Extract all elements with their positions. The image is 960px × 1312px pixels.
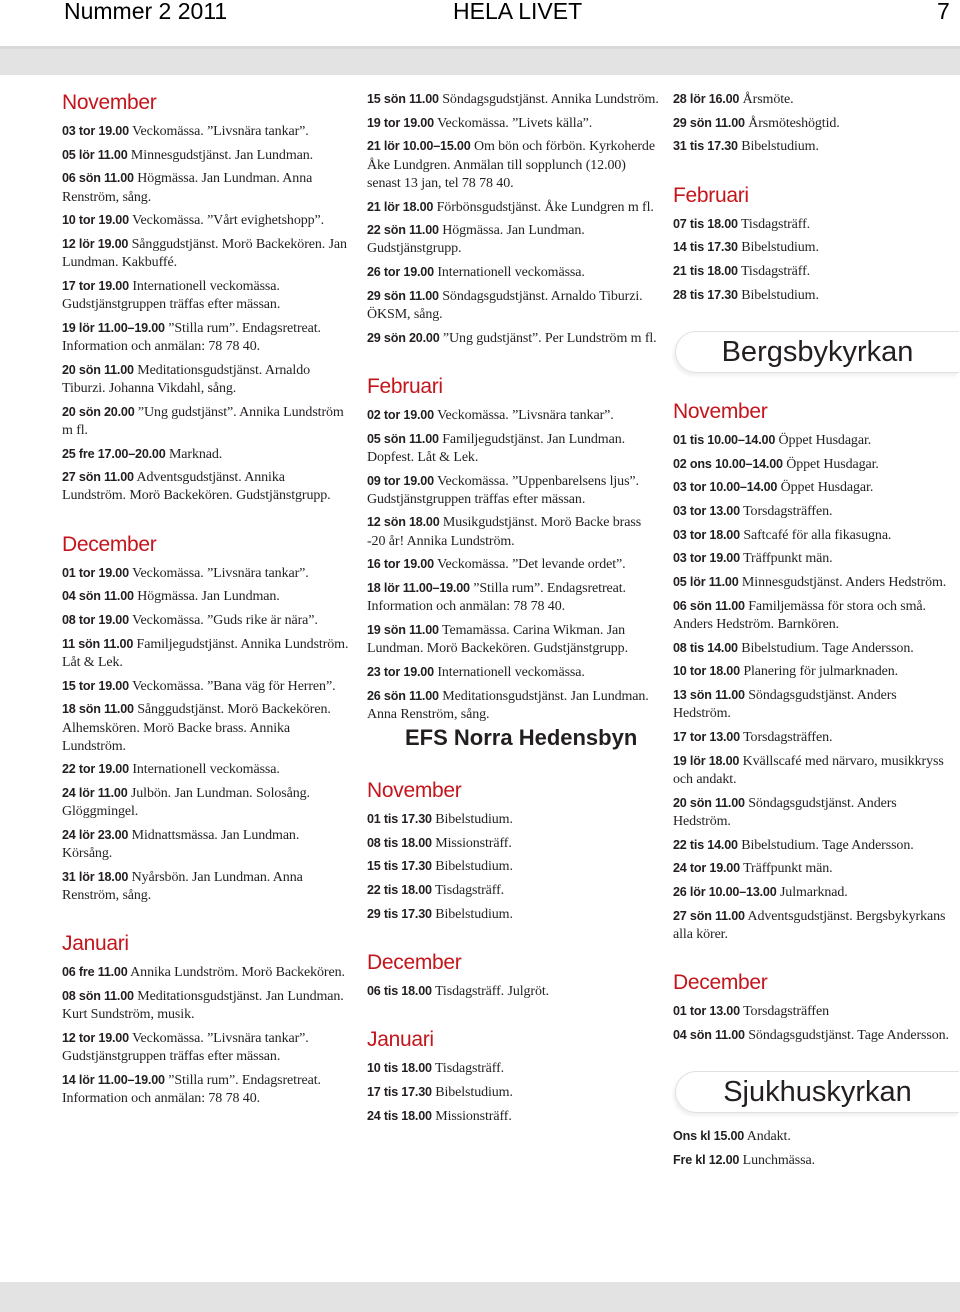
event-text: Bibelstudium. [737,139,819,155]
church-heading: EFS Norra Hedensbyn [405,724,638,750]
event-date: 08 tis 18.00 [367,835,432,850]
event-text: Veckomässa. ”Livets källa”. [433,115,593,131]
page-header [0,0,960,49]
event-entry [673,597,956,634]
event-text: Sånggudstjänst. Morö Backekören. Jan Lundman. Kakbuffé. [62,237,347,271]
event-date: 14 tis 17.30 [673,240,738,255]
event-date: 17 tis 17.30 [367,1084,432,1099]
event-text: Bibelstudium. [431,906,513,922]
header-band [0,49,960,75]
event-date: 18 lör 11.00–19.00 [367,581,470,596]
event-entry [367,114,662,133]
event-date: 29 tis 17.30 [367,906,432,921]
event-entry [367,663,662,682]
event-date: 17 tor 13.00 [673,730,740,745]
event-text: Internationell veckomässa. [433,265,585,281]
event-entry [367,982,662,1001]
event-text: Bibelstudium. [431,1084,513,1100]
event-text: Bibelstudium. [737,287,819,303]
event-text: Tisdagsträff. [737,264,811,280]
event-date: 21 tis 18.00 [673,264,738,279]
church-banner: Sjukhuskyrkan [675,1071,959,1113]
event-date: 13 sön 11.00 [673,688,745,703]
event-text: Veckomässa. ”Det levande ordet”. [433,557,626,573]
event-date: 22 tor 19.00 [62,762,129,777]
month-heading: Januari [367,1028,434,1052]
event-date: 24 tor 19.00 [673,861,740,876]
event-entry [62,635,350,672]
event-entry [367,687,662,724]
event-entry [367,513,662,550]
event-text: Nyårsbön. Jan Lundman. Anna Renström, sång. [62,870,303,904]
event-date: 21 lör 10.00–15.00 [367,139,471,154]
event-entry [62,784,350,821]
event-entry [367,905,662,924]
event-text: Öppet Husdagar. [782,456,879,472]
event-date: 28 lör 16.00 [673,92,740,106]
event-entry [62,826,350,863]
event-text: Söndagsgudstjänst. Annika Lundström. [438,92,659,107]
event-entry [62,468,350,505]
event-text: Adventsgudstjänst. Annika Lundström. Morö Backekören. Gudstjänstgrupp. [62,470,331,504]
event-date: Ons kl 15.00 [673,1129,745,1143]
page-number: 7 [937,0,950,24]
event-text: Träffpunkt män. [739,861,833,877]
event-text: Veckomässa. ”Guds rike är nära”. [128,613,318,629]
event-text: Tisdagsträff. [431,1061,505,1077]
event-text: Andakt. [744,1129,791,1144]
event-entry [673,549,956,568]
event-text: Bibelstudium. [431,811,513,827]
event-date: 01 tor 13.00 [673,1004,740,1019]
event-date: 04 sön 11.00 [62,589,134,604]
event-text: Familjegudstjänst. Jan Lundman. Dopfest. Låt & Lek. [367,431,625,465]
event-date: 19 lör 18.00 [673,753,740,768]
event-date: 12 tor 19.00 [62,1031,129,1046]
event-text: Söndagsgudstjänst. Anders Hedström. [673,688,897,722]
event-text: Veckomässa. ”Vårt evighetshopp”. [128,213,325,229]
event-date: 06 sön 11.00 [673,598,745,613]
event-date: 20 sön 11.00 [673,795,745,810]
event-date: 20 sön 11.00 [62,362,134,377]
event-entry [673,639,956,658]
event-date: 22 tis 14.00 [673,837,738,852]
column-middle [367,90,662,1126]
event-text: Högmässa. Jan Lundman. Gudstjänstgrupp. [367,223,585,257]
event-date: 01 tis 17.30 [367,811,432,826]
event-entry [367,472,662,509]
issue-number: Nummer 2 2011 [64,0,228,24]
event-text: Öppet Husdagar. [775,432,872,448]
event-entry [673,728,956,747]
event-text: Adventsgudstjänst. Bergsbykyrkans alla körer. [673,908,946,942]
event-text: Annika Lundström. Morö Backekören. [127,965,345,981]
event-text: ”Stilla rum”. Endagsretreat. Information och anmälan: 78 78 40. [62,1072,321,1107]
event-date: 06 tis 18.00 [367,984,432,998]
event-date: 25 fre 17.00–20.00 [62,446,166,461]
event-date: 03 tor 18.00 [673,527,740,542]
event-text: Saftcafé för alla fikasugna. [739,527,892,543]
event-text: Marknad. [165,446,223,462]
event-date: 26 lör 10.00–13.00 [673,884,777,899]
event-entry [367,834,662,853]
event-entry [62,403,350,440]
event-entry [673,262,956,281]
event-text: Bibelstudium. [431,859,513,875]
event-entry [62,564,350,583]
event-entry [367,579,662,616]
publication-title: HELA LIVET [453,0,583,24]
event-date: 18 sön 11.00 [62,702,134,717]
event-text: Tisdagsträff. [431,883,505,899]
event-entry [367,221,662,258]
event-date: 29 sön 11.00 [673,115,745,130]
event-date: 08 sön 11.00 [62,989,134,1004]
event-entry [62,963,350,982]
event-text: Tisdagsträff. Julgröt. [431,984,550,999]
event-text: ”Stilla rum”. Endagsretreat. Information och anmälan: 78 78 40. [367,581,626,615]
event-text: Bibelstudium. Tage Andersson. [737,640,914,656]
event-text: Lunchmässa. [739,1152,815,1168]
event-text: Missionsträff. [431,1108,512,1124]
event-date: 21 lör 18.00 [367,199,434,214]
event-text: Öppet Husdagar. [777,480,874,496]
month-heading: November [62,91,157,114]
event-entry [62,677,350,696]
event-date: 22 tis 18.00 [367,883,432,898]
church-banner: Bergsbykyrkan [675,331,959,373]
event-entry [673,573,956,592]
event-date: 20 sön 20.00 [62,404,135,419]
event-entry [673,836,956,855]
event-entry [367,810,662,829]
event-date: 15 sön 11.00 [367,92,439,106]
event-date: 06 sön 11.00 [62,171,134,186]
event-entry [673,859,956,878]
event-date: 29 sön 20.00 [367,330,440,345]
event-text: Förbönsgudstjänst. Åke Lundgren m fl. [433,199,654,215]
event-entry [367,406,662,425]
event-text: Planering för julmarknaden. [739,664,899,680]
event-entry [62,868,350,905]
footer-band [0,1282,960,1312]
event-text: Veckomässa. ”Livsnära tankar”. [433,407,614,423]
event-entry [673,1127,956,1146]
event-entry [673,114,956,133]
event-entry [673,137,956,156]
event-entry [62,1029,350,1066]
event-date: 14 lör 11.00–19.00 [62,1072,165,1087]
event-entry [367,430,662,467]
event-entry [673,1002,956,1021]
event-date: 06 fre 11.00 [62,965,128,980]
event-entry [367,857,662,876]
event-date: 11 sön 11.00 [62,636,134,651]
event-entry [673,455,956,474]
event-entry [673,883,956,902]
event-text: Bibelstudium. Tage Andersson. [737,837,914,853]
event-date: 03 tor 13.00 [673,504,740,519]
event-text: Bibelstudium. [737,240,819,256]
event-text: Meditationsgudstjänst. Jan Lundman. Kurt Sundström, musik. [62,989,344,1023]
event-date: 19 lör 11.00–19.00 [62,320,165,335]
event-date: 24 tis 18.00 [367,1108,432,1123]
event-entry [673,686,956,723]
event-text: Om bön och förbön. Kyrkoherde Åke Lundgren. Anmälan till sopplunch (12.00) senast 13 jan, tel 78 78 40. [367,139,655,191]
event-text: Tisdagsträff. [737,216,811,232]
event-text: Årsmöteshögtid. [744,115,840,131]
event-date: 24 lör 23.00 [62,828,129,843]
month-heading: December [367,951,462,974]
event-text: Högmässa. Jan Lundman. [133,589,280,605]
event-entry [367,287,662,324]
event-text: Söndagsgudstjänst. Anders Hedström. [673,795,897,829]
event-text: Internationell veckomässa. [128,762,280,778]
event-date: 15 tor 19.00 [62,678,129,693]
event-text: Minnesgudstjänst. Jan Lundman. [127,147,314,163]
event-date: 26 sön 11.00 [367,688,439,703]
event-entry [62,211,350,230]
event-date: 17 tor 19.00 [62,278,129,293]
event-date: 08 tis 14.00 [673,640,738,655]
event-date: 29 sön 11.00 [367,288,439,303]
event-entry [62,235,350,272]
column-left [62,90,350,1108]
event-date: 03 tor 19.00 [62,124,129,138]
event-text: Midnattsmässa. Jan Lundman. Körsång. [62,828,300,862]
event-entry [673,1026,956,1045]
column-right [673,90,956,1170]
event-date: 28 tis 17.30 [673,287,738,302]
event-text: Meditationsgudstjänst. Jan Lundman. Anna Renström, sång. [367,688,649,722]
event-text: Torsdagsträffen. [739,504,833,520]
event-text: Familjemässa för stora och små. Anders Hedström. Barnkören. [673,598,926,633]
event-entry [62,587,350,606]
event-entry [62,169,350,206]
event-entry [62,760,350,779]
event-date: 10 tor 19.00 [62,213,129,228]
event-entry [367,263,662,282]
event-entry [62,700,350,756]
event-entry [367,1107,662,1126]
event-text: Årsmöte. [739,92,794,107]
event-entry [367,90,662,109]
event-text: ”Ung gudstjänst”. Per Lundström m fl. [439,330,657,346]
event-text: Torsdagsträffen [739,1004,829,1020]
event-date: 07 tis 18.00 [673,216,738,231]
event-date: 12 sön 18.00 [367,515,440,530]
event-text: Veckomässa. ”Livsnära tankar”. Gudstjänstgruppen träffas efter mässan. [62,1031,309,1065]
event-date: 04 sön 11.00 [673,1027,745,1042]
event-date: 12 lör 19.00 [62,237,129,252]
month-heading: November [367,778,462,802]
event-entry [367,555,662,574]
event-entry [673,662,956,681]
event-date: 10 tor 18.00 [673,664,740,679]
event-date: 24 lör 11.00 [62,786,128,801]
event-text: Minnesgudstjänst. Anders Hedström. [738,575,947,591]
event-entry [673,907,956,944]
event-text: Familjegudstjänst. Annika Lundström. Låt & Lek. [62,636,349,670]
month-heading: December [673,971,768,995]
event-date: 02 ons 10.00–14.00 [673,456,783,471]
month-heading: November [673,399,768,423]
event-date: 03 tor 10.00–14.00 [673,480,778,495]
event-text: Veckomässa. ”Uppenbarelsens ljus”. Gudstjänstgruppen träffas efter mässan. [367,473,639,507]
event-entry [62,611,350,630]
event-entry [673,794,956,831]
event-entry [62,361,350,398]
event-text: Kvällscafé med närvaro, musikkryss och andakt. [673,753,944,787]
event-entry [367,137,662,193]
month-heading: Januari [62,932,129,956]
event-text: Musikgudstjänst. Morö Backe brass -20 år! Annika Lundström. [367,515,642,549]
event-date: 05 lör 11.00 [62,147,128,162]
event-date: 19 sön 11.00 [367,622,439,637]
month-heading: December [62,532,157,556]
event-entry [673,502,956,521]
event-text: Internationell veckomässa. Gudstjänstgruppen träffas efter mässan. [62,278,281,313]
event-entry [673,478,956,497]
event-date: 09 tor 19.00 [367,473,434,488]
event-entry [673,90,956,109]
event-date: 16 tor 19.00 [367,557,434,572]
month-heading: Februari [673,183,749,207]
event-entry [62,445,350,464]
event-date: 05 lör 11.00 [673,575,739,590]
event-date: 27 sön 11.00 [62,470,134,485]
event-date: 23 tor 19.00 [367,664,434,679]
event-text: Temamässa. Carina Wikman. Jan Lundman. Morö Backekören. Gudstjänstgrupp. [367,622,628,657]
event-text: Veckomässa. ”Bana väg för Herren”. [128,678,336,694]
event-entry [673,752,956,789]
event-date: 02 tor 19.00 [367,407,434,422]
event-text: Julmarknad. [776,884,848,900]
event-date: 26 tor 19.00 [367,265,434,280]
event-entry [673,1151,956,1170]
event-date: 22 sön 11.00 [367,223,439,238]
event-text: Meditationsgudstjänst. Arnaldo Tiburzi. Johanna Vikdahl, sång. [62,362,310,396]
event-entry [62,277,350,314]
event-text: Veckomässa. ”Livsnära tankar”. [128,565,309,581]
event-text: Söndagsgudstjänst. Tage Andersson. [744,1027,949,1043]
event-date: 01 tis 10.00–14.00 [673,432,776,447]
event-entry [367,329,662,348]
event-entry [367,881,662,900]
event-entry [673,526,956,545]
event-entry [673,215,956,234]
event-entry [673,431,956,450]
event-text: Söndagsgudstjänst. Arnaldo Tiburzi. ÖKSM, sång. [367,288,643,323]
event-date: 10 tis 18.00 [367,1061,432,1076]
event-date: 01 tor 19.00 [62,565,129,580]
event-date: 08 tor 19.00 [62,613,129,628]
event-date: 31 lör 18.00 [62,870,129,884]
event-entry [367,1083,662,1102]
event-entry [673,286,956,305]
event-text: Julbön. Jan Lundman. Solosång. Glöggmingel. [62,786,310,820]
event-text: ”Stilla rum”. Endagsretreat. Information och anmälan: 78 78 40. [62,320,321,355]
event-entry [62,319,350,356]
event-entry [62,987,350,1024]
event-date: Fre kl 12.00 [673,1152,740,1167]
event-text: Träffpunkt män. [739,551,833,567]
event-entry [367,621,662,658]
event-text: Torsdagsträffen. [739,730,833,746]
event-date: 05 sön 11.00 [367,431,439,446]
event-entry [673,238,956,257]
event-text: Veckomässa. ”Livsnära tankar”. [128,124,309,139]
event-date: 15 tis 17.30 [367,859,432,874]
event-entry [367,198,662,217]
month-heading: Februari [367,374,443,398]
event-text: Internationell veckomässa. [433,664,585,680]
event-entry [62,122,350,141]
event-entry [62,146,350,165]
event-entry [367,1059,662,1078]
event-date: 31 tis 17.30 [673,139,738,154]
event-date: 27 sön 11.00 [673,908,745,923]
event-text: Missionsträff. [431,835,512,851]
event-text: ”Ung gudstjänst”. Annika Lundström m fl. [62,404,344,438]
event-entry [62,1071,350,1108]
event-text: Sånggudstjänst. Morö Backekören. Alhemskören. Morö Backe brass. Annika Lundström. [62,702,331,754]
event-date: 19 tor 19.00 [367,115,434,130]
event-date: 03 tor 19.00 [673,551,740,566]
event-text: Högmässa. Jan Lundman. Anna Renström, sång. [62,171,313,205]
